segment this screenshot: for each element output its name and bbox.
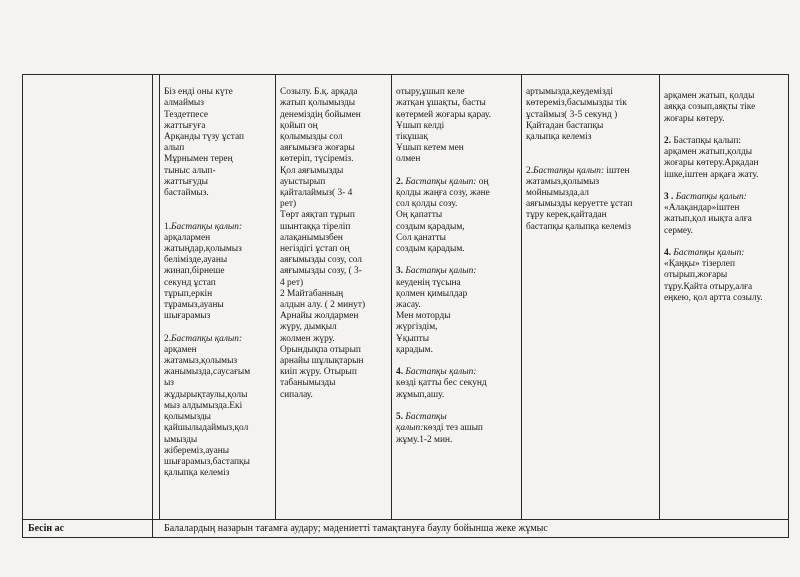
exercise-3 <box>664 192 788 237</box>
table-top-border <box>22 74 789 75</box>
exercise-intro: отыру,ұшып келе жатқан ұшақты, басты көтермей жоғары қарау. Ұшып келді тікұшақ Ұшып кетем мен олмен <box>396 87 491 165</box>
table-right-border <box>788 74 789 537</box>
exercise-number: 5. <box>396 412 406 423</box>
exercise-text: көзді қатты бес секунд жұмып,ашу. <box>396 378 487 400</box>
exercise-2 <box>526 166 658 233</box>
afternoon-snack-description: Балалардың назарын тағамға аудару; мәдениетті тамақтануға баулу бойынша жеке жұмыс <box>164 523 548 534</box>
column-divider <box>275 74 276 520</box>
exercise-text: Бастапқы қалып: арқамен жатып,қолды жоғары көтеру.Арқадан ішке,іштен арқаға жату. <box>664 136 759 180</box>
exercise-2 <box>164 334 274 480</box>
start-position-label: Бастапқы қалып: <box>405 367 477 378</box>
start-position-label: Бастапқы қалып: <box>396 412 447 434</box>
exercise-2 <box>664 136 788 181</box>
start-position-label: Бастапқы қалып: <box>405 266 477 277</box>
table-left-border <box>22 74 23 537</box>
exercise-intro: артымызда,кеудемізді көтереміз,басымызды тік ұстаймыз( 3-5 секунд ) Қайтадан бастапқы қалыпқа келеміз <box>526 87 627 143</box>
row-label-afternoon-snack: Бесін ас <box>28 523 65 534</box>
column-divider <box>391 74 392 520</box>
exercise-number: 3 . <box>664 192 676 203</box>
exercise-number: 2. <box>164 333 172 344</box>
start-position-label: Бастапқы қалып: <box>171 333 243 344</box>
exercise-number: 3. <box>396 266 406 277</box>
start-position-label: Бастапқы қалып: <box>673 248 745 259</box>
exercise-text: көзді тез ашып жұму.1-2 мин. <box>396 423 483 445</box>
table-row-divider <box>22 519 789 520</box>
column-divider <box>521 74 522 520</box>
activity-cell-3 <box>396 76 520 516</box>
activity-cell-2 <box>280 76 390 516</box>
exercise-text: кеуденің түсына қолмен қимылдар жасау. Мен моторды жүргіздім, Ұқыпты қарадым. <box>396 277 468 355</box>
activity-cell-5 <box>664 80 788 516</box>
column-divider <box>159 74 160 520</box>
exercise-number: 1. <box>164 221 172 232</box>
column-divider <box>152 74 153 537</box>
start-position-label: Бастапқы қалып: <box>405 176 477 187</box>
exercise-text: оң қолды жаңға созу, және сол қолды созу. Оң қапатты создым қарадым, Сол қанатты создым қарадым. <box>396 176 490 255</box>
exercise-number: 4. <box>396 367 406 378</box>
exercise-3 <box>396 266 520 356</box>
column-divider <box>659 74 660 520</box>
activity-cell-4 <box>526 76 658 516</box>
exercise-2 <box>396 177 520 255</box>
table-bottom-border <box>22 537 789 538</box>
exercise-1 <box>164 222 274 323</box>
exercise-text: «Қаңқы» тізерлеп отырып,жоғары тұру.Қайта отыру,алға еңкею, қол артта созылу. <box>664 259 763 303</box>
exercise-text: іштен жатамыз,қолымыз мойнымызда,ал аяғымызды керуетте ұстап тұру керек,қайтадан бастапқы қалыпқа келеміз <box>526 165 633 232</box>
exercise-text: «Алақандар»іштен жатып,қол иықта алға сермеу. <box>664 203 752 236</box>
start-position-label: Бастапқы қалып: <box>171 221 243 232</box>
intro-text: Біз енді оны күте алмаймыз Тездетпесе жаттығуға Арқанды түзу ұстап алып Мұрнымен терең тыныс алып- жаттығуды бастаймыз. <box>164 87 245 199</box>
exercise-number: 2. <box>526 165 534 176</box>
exercise-text: арқамен жатамыз,қолымыз жанымызда,саусағым ыз жұдырықтаулы,қолы мыз алдымызда.Екі қолымызды қайшылыдаймыз,қол ымызды жібереміз,ауаны шығарамыз,бастапқы қалыпқа келеміз <box>164 344 251 479</box>
exercise-5 <box>396 412 520 446</box>
exercise-4 <box>664 248 788 304</box>
start-position-label: Бастапқы қалып: <box>675 192 747 203</box>
activity-cell-1 <box>164 76 274 516</box>
exercise-text: арқалармен жатыңдар,қолымыз белімізде,ауаны жинап,бірнеше секунд ұстап тұрып,еркін тұрамыз,ауаны шығарамыз <box>164 232 242 322</box>
exercise-number: 2. <box>664 136 672 147</box>
start-position-label: Бастапқы қалып: <box>533 165 605 176</box>
stretch-text: Созылу. Б.қ. арқада жатып қолымызды денеміздің бойымен қойып оң қолымызды сол аяғымызға жоғары көтеріп, түсіреміз. Қол аяғымызды ауыстырып қайталаймыз( 3- 4 рет) Төрт аяқтап тұрып шынтаққа тіреліп алақанымызбен негіздігі ұстап оң аяғымызды созу, сол аяғымызды созу, ( 3- 4 рет) 2 Майтабанның алдын алу. ( 2 минут) Арнайы жолдармен жүру, дымқыл жолмен жүру. Орындықпа отырып арнайы шұлықтарын киіп жүру. Отырып табанымызды сипалау. <box>280 87 366 400</box>
exercise-intro: арқамен жатып, қолды аяққа созып,аяқты тіке жоғары көтеру. <box>664 91 756 124</box>
exercise-number: 4. <box>664 248 674 259</box>
exercise-4 <box>396 367 520 401</box>
exercise-number: 2. <box>396 176 406 187</box>
